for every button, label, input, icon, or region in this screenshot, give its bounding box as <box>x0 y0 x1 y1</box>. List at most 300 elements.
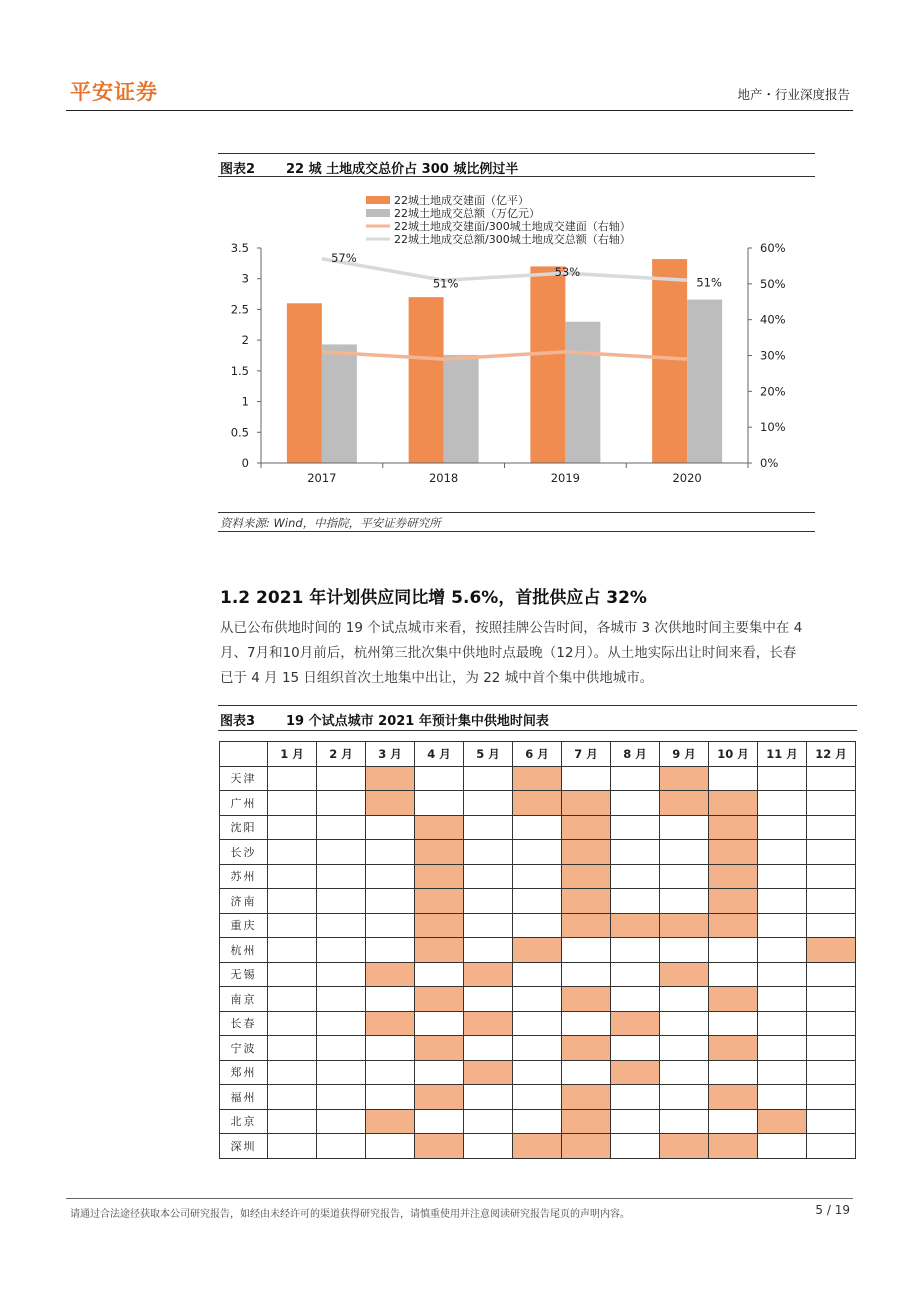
empty-month-cell <box>366 815 415 840</box>
city-name: 郑州 <box>220 1060 268 1085</box>
empty-month-cell <box>807 987 856 1012</box>
city-name: 宁波 <box>220 1036 268 1061</box>
empty-month-cell <box>807 1011 856 1036</box>
empty-month-cell <box>317 987 366 1012</box>
table-row <box>220 889 856 914</box>
empty-month-cell <box>660 1011 709 1036</box>
para-line: 月、7月和10月前后，杭州第三批次集中供地时点最晚（12月）。从土地实际出让时间来看，长春 <box>220 645 797 661</box>
empty-month-cell <box>611 815 660 840</box>
empty-month-cell <box>268 791 317 816</box>
bar-area-2018 <box>409 297 444 463</box>
empty-month-cell <box>513 962 562 987</box>
empty-month-cell <box>513 1085 562 1110</box>
report-type: 地产・行业深度报告 <box>737 87 850 102</box>
para-line: 已于 4 月 15 日组织首次土地集中出让，为 22 城中首个集中供地城市。 <box>220 670 654 686</box>
supply-month-cell <box>513 938 562 963</box>
empty-month-cell <box>611 938 660 963</box>
empty-month-cell <box>660 1109 709 1134</box>
legend-swatch <box>366 196 390 204</box>
table-row <box>220 840 856 865</box>
supply-month-cell <box>415 913 464 938</box>
empty-month-cell <box>611 987 660 1012</box>
supply-month-cell <box>709 1134 758 1159</box>
empty-month-cell <box>807 913 856 938</box>
empty-month-cell <box>562 1011 611 1036</box>
empty-month-cell <box>366 913 415 938</box>
figure2-title: 22 城 土地成交总价占 300 城比例过半 <box>286 162 519 177</box>
figure2-bottom-rule <box>218 531 815 532</box>
page-number: 5 / 19 <box>815 1203 850 1217</box>
empty-month-cell <box>758 840 807 865</box>
empty-month-cell <box>268 1134 317 1159</box>
empty-month-cell <box>268 987 317 1012</box>
empty-month-cell <box>268 1085 317 1110</box>
empty-month-cell <box>807 791 856 816</box>
empty-month-cell <box>709 962 758 987</box>
city-name: 深圳 <box>220 1134 268 1159</box>
empty-month-cell <box>317 1060 366 1085</box>
empty-month-cell <box>415 1060 464 1085</box>
supply-month-cell <box>513 1134 562 1159</box>
empty-month-cell <box>709 938 758 963</box>
empty-month-cell <box>758 987 807 1012</box>
table-row <box>220 913 856 938</box>
city-name: 南京 <box>220 987 268 1012</box>
x-axis <box>261 463 748 485</box>
city-name: 北京 <box>220 1109 268 1134</box>
city-name: 济南 <box>220 889 268 914</box>
empty-month-cell <box>611 766 660 791</box>
empty-month-cell <box>513 815 562 840</box>
supply-month-cell <box>709 1085 758 1110</box>
empty-month-cell <box>513 840 562 865</box>
figure2-chart <box>218 180 815 510</box>
supply-month-cell <box>660 913 709 938</box>
empty-month-cell <box>464 1109 513 1134</box>
table-row <box>220 987 856 1012</box>
empty-month-cell <box>807 1134 856 1159</box>
figure2-source: 资料来源: Wind，中指院，平安证券研究所 <box>220 516 441 530</box>
supply-month-cell <box>366 791 415 816</box>
supply-month-cell <box>660 791 709 816</box>
empty-month-cell <box>464 913 513 938</box>
empty-month-cell <box>317 913 366 938</box>
empty-month-cell <box>611 1134 660 1159</box>
bar-area-2020 <box>652 259 687 463</box>
supply-month-cell <box>366 1109 415 1134</box>
supply-month-cell <box>415 938 464 963</box>
empty-month-cell <box>709 1109 758 1134</box>
supply-month-cell <box>660 766 709 791</box>
footer-divider <box>66 1198 853 1199</box>
empty-month-cell <box>464 1085 513 1110</box>
right-tick-label: 0% <box>760 456 779 470</box>
left-tick-label: 3.5 <box>230 241 249 255</box>
figure3-title: 19 个试点城市 2021 年预计集中供地时间表 <box>286 714 549 729</box>
empty-month-cell <box>415 1011 464 1036</box>
x-tick-label: 2018 <box>428 471 459 485</box>
empty-month-cell <box>758 1011 807 1036</box>
bar-area-2019 <box>530 266 565 463</box>
right-tick-label: 40% <box>760 312 786 327</box>
empty-month-cell <box>366 1060 415 1085</box>
right-tick-label: 60% <box>760 241 786 255</box>
empty-month-cell <box>268 889 317 914</box>
empty-month-cell <box>415 1109 464 1134</box>
empty-month-cell <box>317 864 366 889</box>
header-corner-cell <box>220 742 268 767</box>
legend-label: 22城土地成交建面/300城土地成交建面（右轴） <box>394 220 631 233</box>
city-name: 天津 <box>220 766 268 791</box>
empty-month-cell <box>464 864 513 889</box>
empty-month-cell <box>366 987 415 1012</box>
month-header: 9 月 <box>660 742 709 767</box>
empty-month-cell <box>611 791 660 816</box>
supply-month-cell <box>758 1109 807 1134</box>
empty-month-cell <box>317 1109 366 1134</box>
empty-month-cell <box>464 815 513 840</box>
table-row <box>220 1134 856 1159</box>
supply-month-cell <box>415 1085 464 1110</box>
company-logo: 平安证券 <box>70 80 158 104</box>
empty-month-cell <box>611 962 660 987</box>
empty-month-cell <box>366 889 415 914</box>
month-header: 12 月 <box>807 742 856 767</box>
supply-schedule-table <box>219 741 856 1159</box>
city-name: 福州 <box>220 1085 268 1110</box>
empty-month-cell <box>660 1036 709 1061</box>
empty-month-cell <box>709 766 758 791</box>
month-header: 7 月 <box>562 742 611 767</box>
empty-month-cell <box>464 987 513 1012</box>
empty-month-cell <box>758 1036 807 1061</box>
empty-month-cell <box>268 1036 317 1061</box>
empty-month-cell <box>611 1109 660 1134</box>
month-header: 2 月 <box>317 742 366 767</box>
supply-month-cell <box>562 987 611 1012</box>
chart-legend <box>366 193 631 246</box>
supply-month-cell <box>366 766 415 791</box>
table-header-row <box>220 742 856 767</box>
empty-month-cell <box>317 1036 366 1061</box>
supply-month-cell <box>464 1060 513 1085</box>
bar-value-2019 <box>565 322 600 463</box>
supply-month-cell <box>709 987 758 1012</box>
empty-month-cell <box>758 791 807 816</box>
month-header: 3 月 <box>366 742 415 767</box>
figure2-title-row <box>220 158 518 177</box>
city-name: 长春 <box>220 1011 268 1036</box>
empty-month-cell <box>709 1011 758 1036</box>
figure3-title-rule <box>218 730 857 731</box>
empty-month-cell <box>317 889 366 914</box>
empty-month-cell <box>611 1085 660 1110</box>
supply-month-cell <box>611 1011 660 1036</box>
city-name: 沈阳 <box>220 815 268 840</box>
city-name: 广州 <box>220 791 268 816</box>
table-row <box>220 815 856 840</box>
empty-month-cell <box>807 815 856 840</box>
empty-month-cell <box>660 889 709 914</box>
para-line: 从已公布供地时间的 19 个试点城市来看，按照挂牌公告时间，各城市 3 次供地时间主要集中在 4 <box>220 620 803 636</box>
empty-month-cell <box>513 864 562 889</box>
supply-month-cell <box>415 864 464 889</box>
figure2-source-rule <box>218 512 815 513</box>
empty-month-cell <box>807 889 856 914</box>
supply-month-cell <box>660 962 709 987</box>
month-header: 1 月 <box>268 742 317 767</box>
empty-month-cell <box>513 1011 562 1036</box>
city-name: 长沙 <box>220 840 268 865</box>
empty-month-cell <box>562 938 611 963</box>
empty-month-cell <box>807 1036 856 1061</box>
empty-month-cell <box>513 1109 562 1134</box>
empty-month-cell <box>807 1109 856 1134</box>
supply-month-cell <box>709 791 758 816</box>
data-label: 57% <box>331 250 357 265</box>
empty-month-cell <box>758 938 807 963</box>
empty-month-cell <box>513 1060 562 1085</box>
supply-month-cell <box>709 889 758 914</box>
empty-month-cell <box>415 791 464 816</box>
supply-month-cell <box>562 1085 611 1110</box>
data-label: 51% <box>432 276 459 291</box>
right-tick-label: 50% <box>760 276 786 291</box>
supply-month-cell <box>562 864 611 889</box>
right-axis <box>748 241 786 470</box>
figure2-top-rule <box>218 153 815 154</box>
bar-value-2017 <box>322 344 357 463</box>
left-tick-label: 1.5 <box>230 363 249 378</box>
supply-month-cell <box>562 815 611 840</box>
empty-month-cell <box>611 1036 660 1061</box>
empty-month-cell <box>611 864 660 889</box>
supply-month-cell <box>562 1036 611 1061</box>
left-tick-label: 3 <box>241 271 249 286</box>
supply-month-cell <box>562 840 611 865</box>
left-axis <box>231 241 261 470</box>
empty-month-cell <box>268 962 317 987</box>
supply-month-cell <box>562 791 611 816</box>
empty-month-cell <box>758 1134 807 1159</box>
supply-month-cell <box>807 938 856 963</box>
empty-month-cell <box>464 766 513 791</box>
empty-month-cell <box>317 1011 366 1036</box>
empty-month-cell <box>317 791 366 816</box>
legend-label: 22城土地成交总额（万亿元） <box>394 207 540 220</box>
empty-month-cell <box>807 864 856 889</box>
data-label: 51% <box>696 275 722 290</box>
empty-month-cell <box>611 889 660 914</box>
supply-month-cell <box>513 766 562 791</box>
month-header: 10 月 <box>709 742 758 767</box>
empty-month-cell <box>464 840 513 865</box>
empty-month-cell <box>317 1085 366 1110</box>
empty-month-cell <box>758 1085 807 1110</box>
empty-month-cell <box>268 1011 317 1036</box>
city-name: 杭州 <box>220 938 268 963</box>
city-name: 重庆 <box>220 913 268 938</box>
supply-month-cell <box>709 1036 758 1061</box>
empty-month-cell <box>366 840 415 865</box>
table-row <box>220 1036 856 1061</box>
empty-month-cell <box>317 938 366 963</box>
series-line <box>322 352 687 359</box>
empty-month-cell <box>317 840 366 865</box>
month-header: 6 月 <box>513 742 562 767</box>
empty-month-cell <box>513 1036 562 1061</box>
empty-month-cell <box>807 1060 856 1085</box>
data-label: 53% <box>554 265 581 280</box>
empty-month-cell <box>317 815 366 840</box>
header-divider <box>66 110 853 111</box>
bar-value-2020 <box>687 300 722 463</box>
table-row <box>220 938 856 963</box>
table-row <box>220 864 856 889</box>
left-tick-label: 1 <box>241 394 249 409</box>
empty-month-cell <box>660 815 709 840</box>
section-heading: 1.2 2021 年计划供应同比增 5.6%，首批供应占 32% <box>220 588 647 608</box>
empty-month-cell <box>268 840 317 865</box>
right-tick-label: 30% <box>760 348 786 363</box>
empty-month-cell <box>807 840 856 865</box>
empty-month-cell <box>268 938 317 963</box>
empty-month-cell <box>464 889 513 914</box>
supply-month-cell <box>415 1134 464 1159</box>
empty-month-cell <box>562 962 611 987</box>
supply-month-cell <box>709 815 758 840</box>
empty-month-cell <box>464 938 513 963</box>
empty-month-cell <box>464 1134 513 1159</box>
figure2-label: 图表2 <box>220 162 256 177</box>
empty-month-cell <box>268 1109 317 1134</box>
bar-area-2017 <box>287 303 322 463</box>
empty-month-cell <box>268 766 317 791</box>
empty-month-cell <box>807 1085 856 1110</box>
supply-month-cell <box>709 913 758 938</box>
table-row <box>220 962 856 987</box>
x-tick-label: 2017 <box>307 471 337 485</box>
month-header: 11 月 <box>758 742 807 767</box>
empty-month-cell <box>660 987 709 1012</box>
empty-month-cell <box>513 987 562 1012</box>
chart-bars <box>287 259 722 463</box>
empty-month-cell <box>317 1134 366 1159</box>
legend-label: 22城土地成交建面（亿平） <box>394 194 529 207</box>
figure3-top-rule <box>218 705 857 706</box>
supply-month-cell <box>415 889 464 914</box>
empty-month-cell <box>415 766 464 791</box>
section-paragraph <box>220 616 856 691</box>
empty-month-cell <box>562 766 611 791</box>
supply-month-cell <box>660 1134 709 1159</box>
city-name: 苏州 <box>220 864 268 889</box>
supply-month-cell <box>709 840 758 865</box>
x-tick-label: 2019 <box>550 471 581 485</box>
empty-month-cell <box>366 1085 415 1110</box>
empty-month-cell <box>758 815 807 840</box>
empty-month-cell <box>464 1036 513 1061</box>
empty-month-cell <box>366 864 415 889</box>
supply-month-cell <box>366 962 415 987</box>
right-tick-label: 10% <box>760 420 786 435</box>
month-header: 4 月 <box>415 742 464 767</box>
empty-month-cell <box>660 938 709 963</box>
supply-month-cell <box>415 815 464 840</box>
empty-month-cell <box>660 1085 709 1110</box>
empty-month-cell <box>758 889 807 914</box>
empty-month-cell <box>758 913 807 938</box>
supply-month-cell <box>562 1134 611 1159</box>
supply-month-cell <box>562 913 611 938</box>
empty-month-cell <box>660 864 709 889</box>
left-tick-label: 0 <box>241 456 249 470</box>
month-header: 5 月 <box>464 742 513 767</box>
empty-month-cell <box>758 864 807 889</box>
supply-month-cell <box>709 864 758 889</box>
series-line <box>322 259 687 281</box>
empty-month-cell <box>660 840 709 865</box>
empty-month-cell <box>807 962 856 987</box>
empty-month-cell <box>268 1060 317 1085</box>
supply-month-cell <box>366 1011 415 1036</box>
empty-month-cell <box>611 840 660 865</box>
table-row <box>220 1109 856 1134</box>
empty-month-cell <box>758 1060 807 1085</box>
table-row <box>220 766 856 791</box>
city-name: 无锡 <box>220 962 268 987</box>
supply-month-cell <box>513 791 562 816</box>
table-row <box>220 791 856 816</box>
empty-month-cell <box>366 938 415 963</box>
supply-month-cell <box>415 987 464 1012</box>
empty-month-cell <box>317 962 366 987</box>
supply-month-cell <box>611 913 660 938</box>
supply-month-cell <box>464 962 513 987</box>
table-row <box>220 1085 856 1110</box>
bar-value-2018 <box>444 355 479 463</box>
empty-month-cell <box>513 889 562 914</box>
legend-label: 22城土地成交总额/300城土地成交总额（右轴） <box>394 233 631 246</box>
supply-month-cell <box>415 1036 464 1061</box>
supply-month-cell <box>464 1011 513 1036</box>
month-header: 8 月 <box>611 742 660 767</box>
figure3-title-row <box>220 710 549 729</box>
figure3-label: 图表3 <box>220 714 256 729</box>
empty-month-cell <box>268 913 317 938</box>
left-tick-label: 2 <box>241 333 249 348</box>
left-tick-label: 2.5 <box>230 302 249 317</box>
legend-swatch <box>366 209 390 217</box>
empty-month-cell <box>758 766 807 791</box>
left-tick-label: 0.5 <box>230 425 249 440</box>
empty-month-cell <box>464 791 513 816</box>
x-tick-label: 2020 <box>672 471 702 485</box>
table-row <box>220 1011 856 1036</box>
empty-month-cell <box>562 1060 611 1085</box>
right-tick-label: 20% <box>760 384 786 399</box>
supply-month-cell <box>562 1109 611 1134</box>
empty-month-cell <box>366 1134 415 1159</box>
supply-month-cell <box>562 889 611 914</box>
empty-month-cell <box>513 913 562 938</box>
empty-month-cell <box>660 1060 709 1085</box>
empty-month-cell <box>366 1036 415 1061</box>
empty-month-cell <box>709 1060 758 1085</box>
supply-month-cell <box>415 840 464 865</box>
table-row <box>220 1060 856 1085</box>
empty-month-cell <box>317 766 366 791</box>
